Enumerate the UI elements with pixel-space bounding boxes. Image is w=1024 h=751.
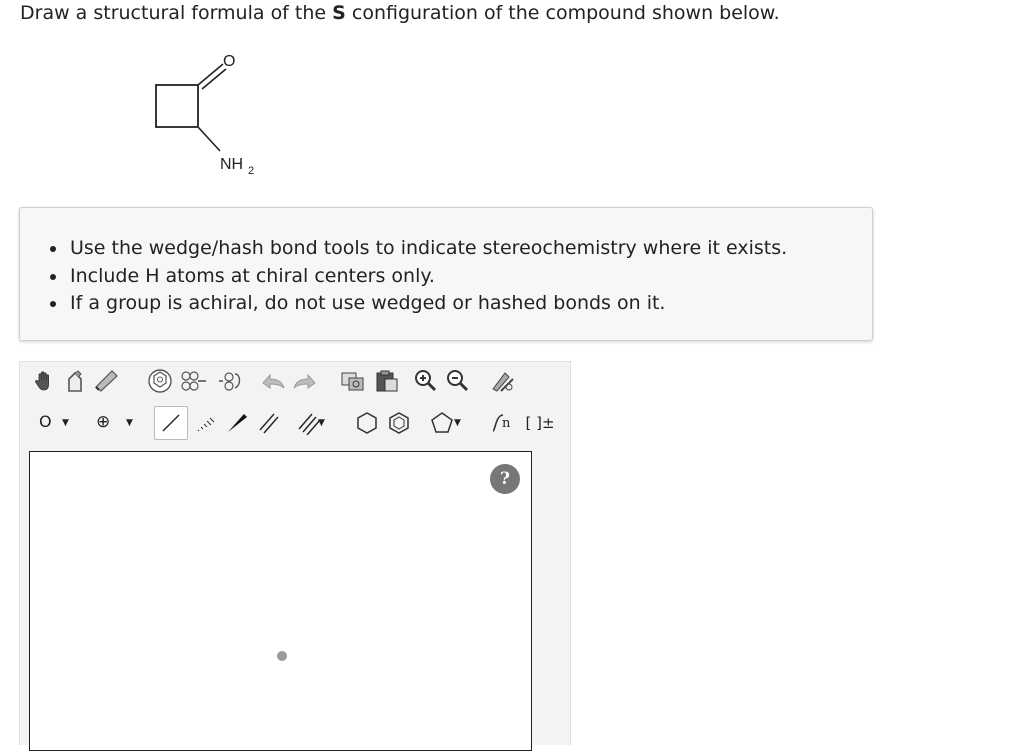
question-text — [20, 2, 780, 24]
zoom-in-button[interactable] — [412, 368, 440, 394]
zoom-in-icon — [413, 368, 439, 394]
amine-label: NH — [220, 156, 244, 173]
drawing-canvas[interactable] — [29, 451, 532, 751]
paste-button[interactable] — [372, 368, 402, 394]
redo-icon — [291, 369, 319, 393]
instruction-item: Include H atoms at chiral centers only. — [70, 263, 787, 291]
hash-bond-tool[interactable] — [190, 408, 220, 438]
clean-3d-icon — [215, 369, 243, 393]
triple-bond-tool[interactable] — [286, 408, 332, 438]
templates-button[interactable] — [488, 368, 518, 394]
undo-icon — [259, 369, 287, 393]
undo-button[interactable] — [258, 368, 288, 394]
molecule-editor — [19, 361, 571, 745]
instruction-item: Use the wedge/hash bond tools to indicate stereochemistry where it exists. — [70, 235, 787, 263]
help-button[interactable]: ? — [490, 464, 520, 494]
charge-selector[interactable] — [92, 408, 142, 438]
cyclohexane-icon — [354, 410, 380, 436]
zoom-out-button[interactable] — [444, 368, 472, 394]
instructions-list — [70, 235, 787, 318]
polymer-tool[interactable] — [482, 408, 516, 438]
bracket-tool[interactable] — [520, 408, 560, 438]
cyclopentane-tool[interactable] — [416, 408, 468, 438]
paste-icon — [373, 369, 401, 393]
chevron-down-icon: ▼ — [62, 418, 69, 428]
single-bond-tool[interactable] — [154, 406, 188, 440]
redo-button[interactable] — [290, 368, 320, 394]
instruction-item: If a group is achiral, do not use wedged or hashed bonds on it. — [70, 290, 787, 318]
chevron-down-icon: ▼ — [454, 418, 461, 428]
hand-tool[interactable] — [32, 368, 58, 394]
copy-icon — [339, 369, 367, 393]
chevron-down-icon: ▼ — [318, 418, 325, 428]
question-bold: S — [332, 2, 346, 24]
molecule-structure — [140, 48, 280, 188]
wedge-bond-tool[interactable] — [222, 408, 252, 438]
hash-bond-icon — [193, 411, 217, 435]
ring-template-tool[interactable] — [146, 368, 174, 394]
single-bond-icon — [159, 411, 183, 435]
ring-template-icon — [147, 368, 173, 394]
cyclohexane-tool[interactable] — [352, 408, 382, 438]
charge-plus-icon: ⊕ — [96, 412, 111, 432]
atom-selector-label: O — [39, 412, 52, 431]
double-bond-tool[interactable] — [254, 408, 284, 438]
double-bond-icon — [257, 411, 281, 435]
eraser-icon — [64, 369, 86, 393]
bracket-tool-label: [ ]± — [525, 414, 555, 432]
polymer-label: n — [502, 416, 511, 431]
amine-subscript: 2 — [248, 165, 255, 177]
wedge-bond-icon — [225, 411, 249, 435]
cyclopentane-icon — [429, 410, 455, 436]
benzene-icon — [386, 410, 412, 436]
pencil-tool[interactable] — [92, 368, 122, 394]
instructions-box — [19, 207, 873, 341]
clean-3d-tool[interactable] — [214, 368, 244, 394]
question-prefix: Draw a structural formula of the — [20, 2, 333, 24]
clean-structure-icon — [178, 369, 208, 393]
pencil-icon — [93, 369, 121, 393]
question-suffix: configuration of the compound shown below. — [345, 2, 780, 24]
cyclobutane-ring — [156, 85, 198, 127]
chevron-down-icon: ▼ — [126, 418, 133, 428]
eraser-tool[interactable] — [62, 368, 88, 394]
canvas-center-dot — [277, 651, 287, 661]
clean-structure-tool[interactable] — [178, 368, 208, 394]
templates-icon — [489, 369, 517, 393]
hand-icon — [33, 369, 57, 393]
oxygen-label: O — [223, 53, 236, 70]
zoom-out-icon — [445, 368, 471, 394]
copy-button[interactable] — [338, 368, 368, 394]
benzene-tool[interactable] — [384, 408, 414, 438]
atom-selector[interactable] — [30, 408, 76, 438]
